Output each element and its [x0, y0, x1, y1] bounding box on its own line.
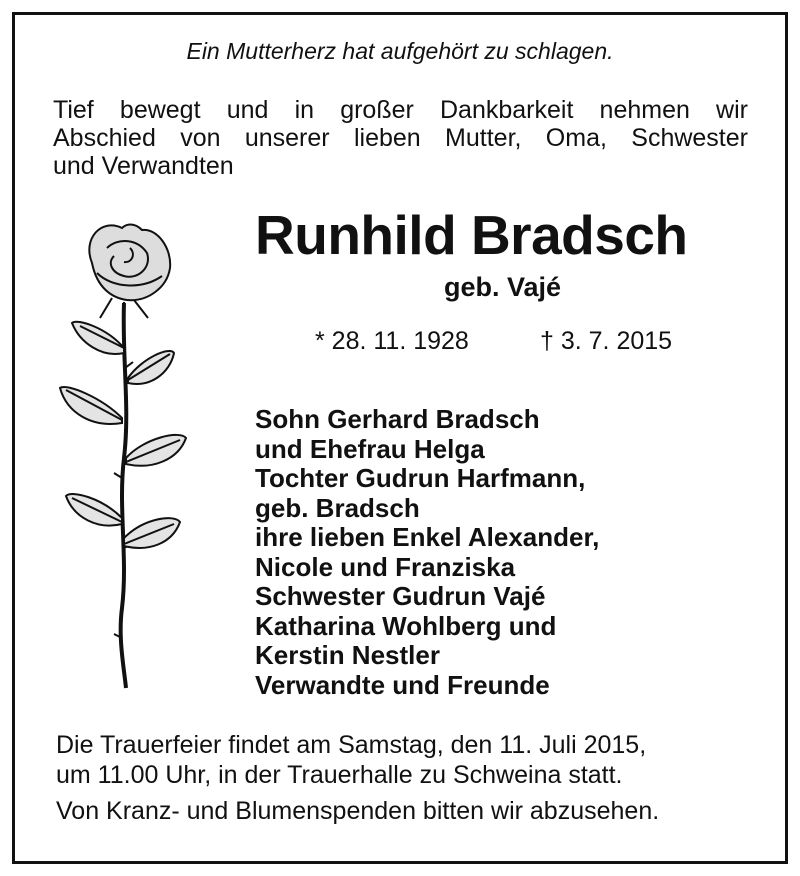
funeral-line: um 11.00 Uhr, in der Trauerhalle zu Schweina statt. [56, 761, 623, 789]
flowers-note: Von Kranz- und Blumenspenden bitten wir abzusehen. [56, 797, 660, 825]
family-line: Tochter Gudrun Harfmann, [255, 463, 586, 493]
family-line: Verwandte und Freunde [255, 669, 550, 700]
family-line: geb. Bradsch [255, 492, 420, 523]
family-line: und Ehefrau Helga [255, 433, 485, 464]
family-line: ihre lieben Enkel Alexander, [255, 522, 600, 552]
death-date: † 3. 7. 2015 [540, 327, 673, 355]
funeral-info [56, 730, 646, 790]
motto: Ein Mutterherz hat aufgehört zu schlagen. [186, 38, 614, 64]
family-line: Nicole und Franziska [255, 551, 516, 582]
intro-line: Tief bewegt und in großer Dankbarkeit nehmen wir [53, 96, 748, 124]
intro-text [53, 96, 748, 180]
intro-line: und Verwandten [53, 152, 234, 180]
family-line: Kerstin Nestler [255, 640, 440, 670]
deceased-name: Runhild Bradsch [255, 204, 688, 266]
family-line: Katharina Wohlberg und [255, 610, 557, 641]
funeral-line: Die Trauerfeier findet am Samstag, den 11. Juli 2015, [56, 731, 647, 759]
family-line: Schwester Gudrun Vajé [255, 581, 546, 611]
family-line: Sohn Gerhard Bradsch [255, 404, 540, 434]
intro-line: Abschied von unserer lieben Mutter, Oma, Schwester [53, 124, 748, 152]
maiden-name: geb. Vajé [443, 272, 562, 302]
birth-date: * 28. 11. 1928 [315, 327, 469, 355]
family-list [255, 405, 599, 700]
